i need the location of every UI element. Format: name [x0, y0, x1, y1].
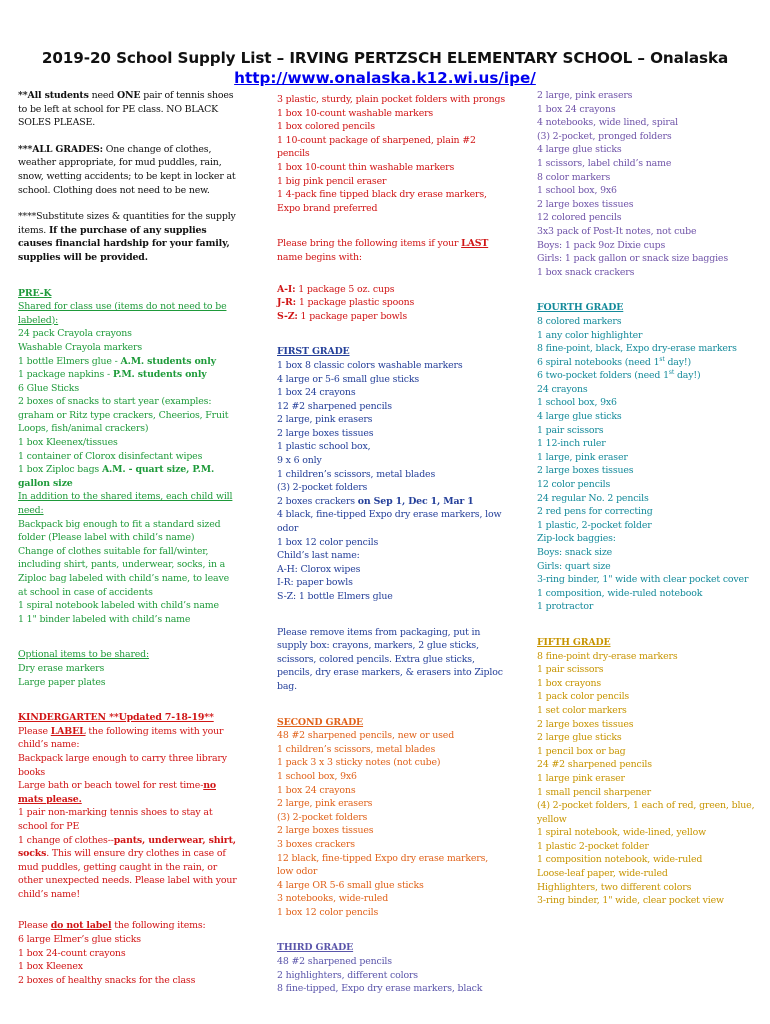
list-item: 3 notebooks, wide-ruled [277, 893, 389, 905]
list-item: 1 plastic school box, [277, 441, 371, 453]
list-item: Zip-lock baggies: [537, 533, 616, 545]
list-item: 2 large glue sticks [537, 732, 622, 744]
third-grade-section [277, 941, 507, 995]
list-item: 1 spiral notebook labeled with child’s name [18, 600, 219, 612]
list-item: 1 plastic, 2-pocket folder [537, 519, 652, 531]
prek-addition-header: In addition to the shared items, each child will need: [18, 491, 233, 517]
list-item: 12 color pencils [537, 479, 611, 491]
list-item: A-H: Clorox wipes [277, 563, 361, 575]
list-item: 1 pencil box or bag [537, 745, 626, 757]
list-item: 8 color markers [537, 171, 611, 183]
list-item: 6 Glue Sticks [18, 382, 79, 394]
column-left [18, 89, 240, 987]
first-grade-section [277, 345, 507, 693]
list-item: 1 box 12 color pencils [277, 536, 379, 548]
kindergarten-items-continued [277, 93, 507, 323]
list-item: 48 #2 sharpened pencils, new or used [277, 730, 455, 742]
list-item: 2 large boxes tissues [277, 427, 374, 439]
list-item: 1 children’s scissors, metal blades [277, 468, 436, 480]
list-item: 1 composition notebook, wide-ruled [537, 854, 703, 866]
list-item: 1 change of clothes--pants, underwear, shirt, socks. This will ensure dry clothes in case of mud puddles, getting caught in the rain, or other unexpected needs. Please label with your child’s name! [18, 834, 237, 900]
list-item: 1 box Ziploc bags A.M. - quart size, P.M. gallon size [18, 464, 215, 489]
lastname-note: Please bring the following items if your LAST name begins with: [277, 238, 489, 263]
list-item: 1 school box, 9x6 [277, 770, 357, 782]
fifth-grade-title: FIFTH GRADE [537, 636, 611, 648]
list-item: 3 plastic, sturdy, plain pocket folders with prongs [277, 94, 505, 105]
list-item: 12 colored pencils [537, 212, 622, 224]
list-item: 6 large Elmer’s glue sticks [18, 934, 141, 946]
list-item: 1 1" binder labeled with child’s name [18, 613, 191, 625]
page-header [0, 48, 770, 88]
list-item: 1 pack color pencils [537, 691, 630, 703]
list-item: 1 plastic 2-pocket folder [537, 840, 649, 852]
list-item: 24 pack Crayola crayons [18, 328, 132, 340]
list-item: 1 spiral notebook, wide-lined, yellow [537, 827, 706, 839]
list-item: 1 box snack crackers [537, 266, 635, 278]
list-item: 2 large, pink erasers [277, 798, 373, 810]
list-item: 1 container of Clorox disinfectant wipes [18, 450, 203, 462]
list-item: 1 box 24 crayons [537, 103, 616, 115]
list-item: 24 crayons [537, 383, 588, 395]
list-item: 2 highlighters, different colors [277, 969, 418, 981]
list-item: 1 composition, wide-ruled notebook [537, 587, 703, 599]
fourth-grade-title: FOURTH GRADE [537, 302, 624, 314]
list-item: 1 school box, 9x6 [537, 185, 617, 197]
list-item: 1 4-pack fine tipped black dry erase markers, Expo brand preferred [277, 189, 487, 214]
list-item: 1 box 24 crayons [277, 784, 356, 796]
list-item: 2 boxes of snacks to start year (examples: graham or Ritz type crackers, Cheerios, Fruit Loops, fish/animal crackers) [18, 396, 229, 435]
list-item: 4 black, fine-tipped Expo dry erase markers, low odor [277, 509, 502, 535]
list-item: Large bath or beach towel for rest time-no mats please. [18, 780, 216, 805]
list-item: 2 large, pink erasers [277, 414, 373, 426]
list-item: Large paper plates [18, 676, 106, 688]
list-item: Backpack big enough to fit a standard sized folder (Please label with child’s name) [18, 518, 221, 544]
list-item: 1 large, pink eraser [537, 451, 628, 463]
prek-title: PRE-K [18, 287, 52, 299]
list-item: 4 large glue sticks [537, 411, 622, 423]
list-item: 1 box 10-count thin washable markers [277, 161, 455, 173]
list-item: 1 box Kleenex/tissues [18, 437, 118, 449]
list-item: 24 regular No. 2 pencils [537, 492, 649, 504]
fourth-grade-section [537, 301, 759, 614]
fifth-grade-section [537, 636, 759, 908]
list-item: 1 pair scissors [537, 664, 604, 676]
first-grade-remove-note: Please remove items from packaging, put in supply box: crayons, markers, 2 glue sticks, scissors, colored pencils. Extra glue sticks, pencils, dry erase markers, & erasers into Ziploc bag. [277, 626, 503, 692]
list-item: 8 colored markers [537, 315, 622, 327]
third-grade-title: THIRD GRADE [277, 942, 354, 954]
list-item: (3) 2-pocket, pronged folders [537, 130, 672, 142]
kindergarten-label-intro: Please LABEL the following items with your child’s name: [18, 725, 224, 751]
prek-optional-header: Optional items to be shared: [18, 649, 150, 661]
list-item: 24 #2 sharpened pencils [537, 759, 652, 771]
school-website-link[interactable]: http://www.onalaska.k12.wi.us/ipe/ [234, 69, 536, 87]
list-item: 6 two-pocket folders (need 1st day!) [537, 369, 701, 382]
list-item: (3) 2-pocket folders [277, 811, 368, 823]
first-grade-title: FIRST GRADE [277, 346, 350, 358]
list-item: 1 box 8 classic colors washable markers [277, 359, 463, 371]
list-item: 1 box 24 crayons [277, 387, 356, 399]
list-item: 1 pair scissors [537, 424, 604, 436]
list-item: 4 large OR 5-6 small glue sticks [277, 879, 424, 891]
list-item: 48 #2 sharpened pencils [277, 956, 392, 968]
list-item: Girls: 1 pack gallon or snack size baggies [537, 253, 728, 265]
list-item: 9 x 6 only [277, 455, 322, 467]
list-item: 2 large boxes tissues [537, 198, 634, 210]
list-item: 3-ring binder, 1" wide with clear pocket cover [537, 574, 749, 586]
list-item: Backpack large enough to carry three library books [18, 752, 227, 778]
list-item: Boys: 1 pack 9oz Dixie cups [537, 239, 666, 251]
list-item: 1 box 12 color pencils [277, 906, 379, 918]
substitute-note: ****Substitute sizes & quantities for the supply items. If the purchase of any supplies causes financial hardship for your family, supplies will be provided. [18, 211, 236, 263]
page-title: 2019-20 School Supply List – IRVING PERTZSCH ELEMENTARY SCHOOL – Onalaska [41, 49, 729, 67]
list-item: 8 fine-point, black, Expo dry-erase markers [537, 343, 737, 355]
list-item: 1 bottle Elmers glue - A.M. students only [18, 355, 216, 367]
list-item: 1 box 24-count crayons [18, 947, 126, 959]
list-item: 1 pack 3 x 3 sticky notes (not cube) [277, 757, 441, 769]
list-item: 12 #2 sharpened pencils [277, 400, 392, 412]
kindergarten-nolabel-intro: Please do not label the following items: [18, 920, 206, 932]
list-item: Washable Crayola markers [18, 341, 143, 353]
list-item: 1 scissors, label child’s name [537, 157, 672, 169]
list-item: Child’s last name: [277, 550, 360, 562]
list-item: 1 10-count package of sharpened, plain #2 pencils [277, 134, 476, 160]
list-item: 2 boxes crackers on Sep 1, Dec 1, Mar 1 [277, 495, 474, 507]
list-item: Loose-leaf paper, wide-ruled [537, 868, 668, 880]
list-item: 2 large, pink erasers [537, 90, 633, 101]
list-item: Boys: snack size [537, 547, 613, 558]
list-item: J-R: 1 package plastic spoons [277, 297, 415, 309]
list-item: 3-ring binder, 1" wide, clear pocket view [537, 895, 724, 907]
list-item: 1 box 10-count washable markers [277, 107, 434, 119]
list-item: S-Z: 1 bottle Elmers glue [277, 591, 393, 602]
list-item: 2 red pens for correcting [537, 506, 653, 518]
second-grade-title: SECOND GRADE [277, 716, 364, 728]
list-item: Change of clothes suitable for fall/winter, including shirt, pants, underwear, socks, in a Ziploc bag labeled with child’s name, to leave at school in case of accidents [18, 545, 229, 598]
column-middle [277, 93, 507, 996]
list-item: 1 pair non-marking tennis shoes to stay at school for PE [18, 807, 213, 832]
list-item: Dry erase markers [18, 662, 105, 674]
list-item: 8 fine-point dry-erase markers [537, 650, 678, 662]
list-item: 1 package napkins - P.M. students only [18, 369, 207, 381]
all-grades-note: ***ALL GRADES: One change of clothes, weather appropriate, for mud puddles, rain, snow, wetting accidents; to be kept in locker at school. Clothing does not need to be new. [18, 143, 236, 196]
list-item: 12 black, fine-tipped Expo dry erase markers, low odor [277, 852, 489, 878]
list-item: S-Z: 1 package paper bowls [277, 310, 408, 322]
list-item: Girls: quart size [537, 560, 611, 572]
list-item: 4 large or 5-6 small glue sticks [277, 373, 420, 385]
list-item: 2 large boxes tissues [537, 465, 634, 477]
list-item: (4) 2-pocket folders, 1 each of red, green, blue, yellow [537, 800, 755, 825]
list-item: 1 small pencil sharpener [537, 786, 651, 798]
list-item: A-I: 1 package 5 oz. cups [277, 283, 395, 295]
list-item: 1 children’s scissors, metal blades [277, 743, 436, 755]
list-item: 2 large boxes tissues [537, 718, 634, 730]
prek-shared-header: Shared for class use (items do not need to be labeled): [18, 301, 227, 326]
kindergarten-title: KINDERGARTEN **Updated 7-18-19** [18, 712, 214, 724]
second-grade-section [277, 716, 507, 920]
list-item: 1 box colored pencils [277, 121, 375, 133]
list-item: 1 large pink eraser [537, 772, 625, 784]
list-item: 2 large boxes tissues [277, 825, 374, 837]
list-item: 1 12-inch ruler [537, 438, 606, 450]
list-item: 1 set color markers [537, 704, 627, 716]
list-item: 8 fine-tipped, Expo dry erase markers, black [277, 983, 483, 995]
list-item: (3) 2-pocket folders [277, 482, 368, 494]
list-item: Highlighters, two different colors [537, 881, 692, 893]
list-item: 1 box crayons [537, 677, 602, 689]
list-item: 1 box Kleenex [18, 961, 83, 973]
third-grade-items-continued [537, 89, 759, 279]
list-item: 1 any color highlighter [537, 329, 643, 341]
list-item: 1 school box, 9x6 [537, 397, 617, 409]
list-item: 3x3 pack of Post-It notes, not cube [537, 225, 697, 237]
column-right [537, 89, 759, 908]
list-item: 2 boxes of healthy snacks for the class [18, 974, 196, 986]
list-item: 1 big pink pencil eraser [277, 175, 387, 187]
list-item: 4 notebooks, wide lined, spiral [537, 117, 679, 129]
prek-section [18, 287, 240, 690]
list-item: 4 large glue sticks [537, 144, 622, 156]
list-item: I-R: paper bowls [277, 577, 353, 589]
kindergarten-section [18, 711, 240, 987]
list-item: 6 spiral notebooks (need 1st day!) [537, 355, 692, 368]
list-item: 1 protractor [537, 601, 594, 613]
pe-shoes-note: **All students need ONE pair of tennis shoes to be left at school for PE class. NO BLACK SOLES PLEASE. [18, 90, 234, 129]
list-item: 3 boxes crackers [277, 838, 355, 850]
